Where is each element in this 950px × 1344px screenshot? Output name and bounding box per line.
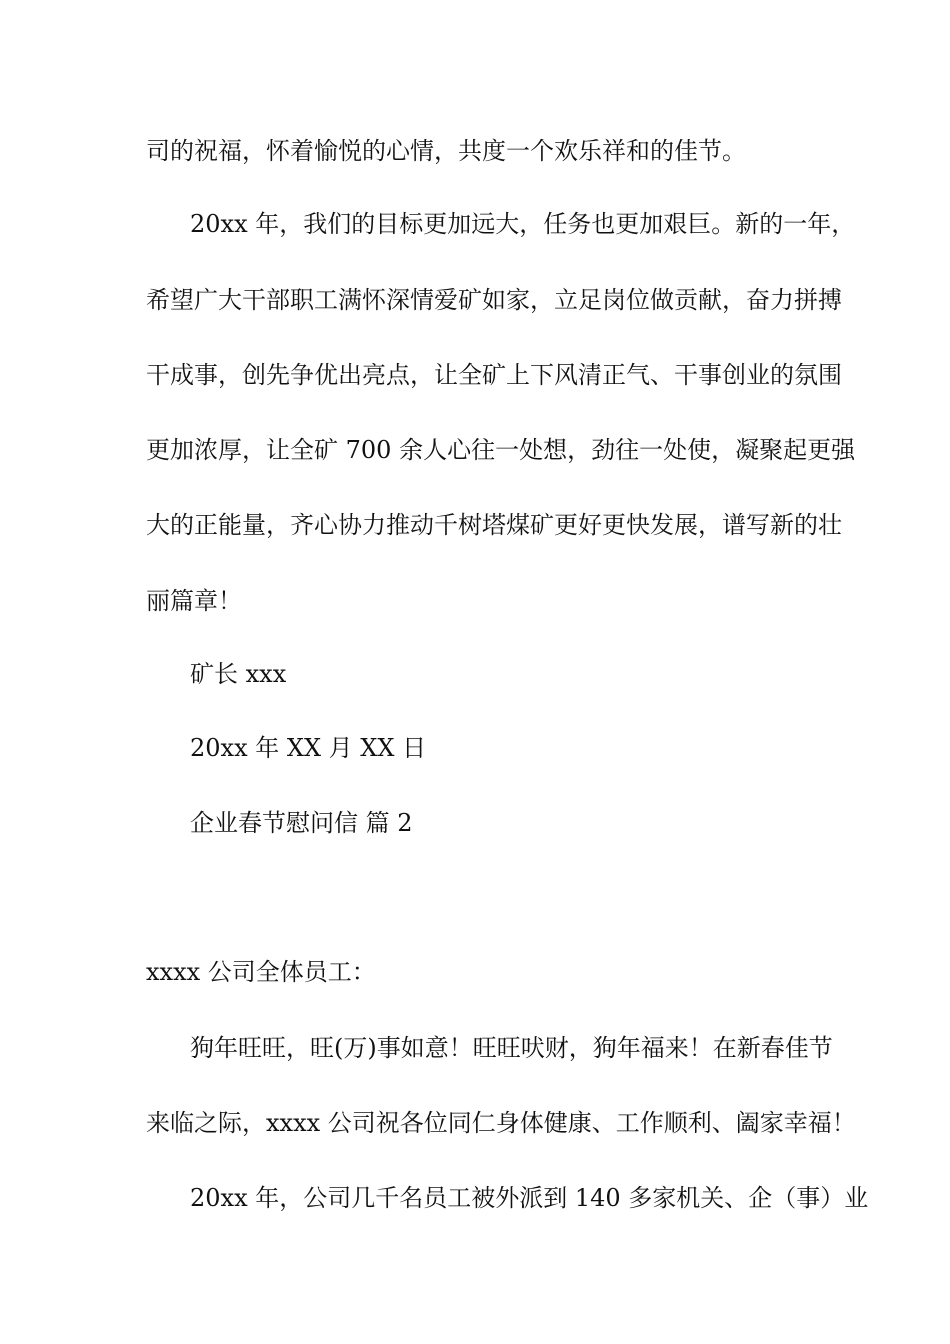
signature-name: 矿长 xxx: [190, 660, 287, 688]
paragraph-line: 狗年旺旺，旺(万)事如意！旺旺吠财，狗年福来！在新春佳节: [190, 1034, 833, 1062]
salutation: xxxx 公司全体员工：: [146, 958, 376, 986]
signature-date: 20xx 年 XX 月 XX 日: [190, 734, 427, 762]
paragraph-line: 20xx 年，我们的目标更加远大，任务也更加艰巨。新的一年，: [190, 210, 856, 238]
section-title: 企业春节慰问信 篇 2: [190, 809, 413, 837]
paragraph-line: 20xx 年，公司几千名员工被外派到 140 多家机关、企（事）业: [190, 1184, 869, 1212]
paragraph-line: 希望广大干部职工满怀深情爱矿如家，立足岗位做贡献，奋力拼搏: [146, 286, 842, 314]
paragraph-line: 来临之际，xxxx 公司祝各位同仁身体健康、工作顺利、阖家幸福！: [146, 1109, 856, 1137]
paragraph-line: 更加浓厚，让全矿 700 余人心往一处想，劲往一处使，凝聚起更强: [146, 436, 856, 464]
paragraph-line: 司的祝福，怀着愉悦的心情，共度一个欢乐祥和的佳节。: [146, 137, 746, 165]
paragraph-line: 干成事，创先争优出亮点，让全矿上下风清正气、干事创业的氛围: [146, 361, 842, 389]
paragraph-line: 丽篇章！: [146, 587, 242, 615]
paragraph-line: 大的正能量，齐心协力推动千树塔煤矿更好更快发展，谱写新的壮: [146, 511, 842, 539]
